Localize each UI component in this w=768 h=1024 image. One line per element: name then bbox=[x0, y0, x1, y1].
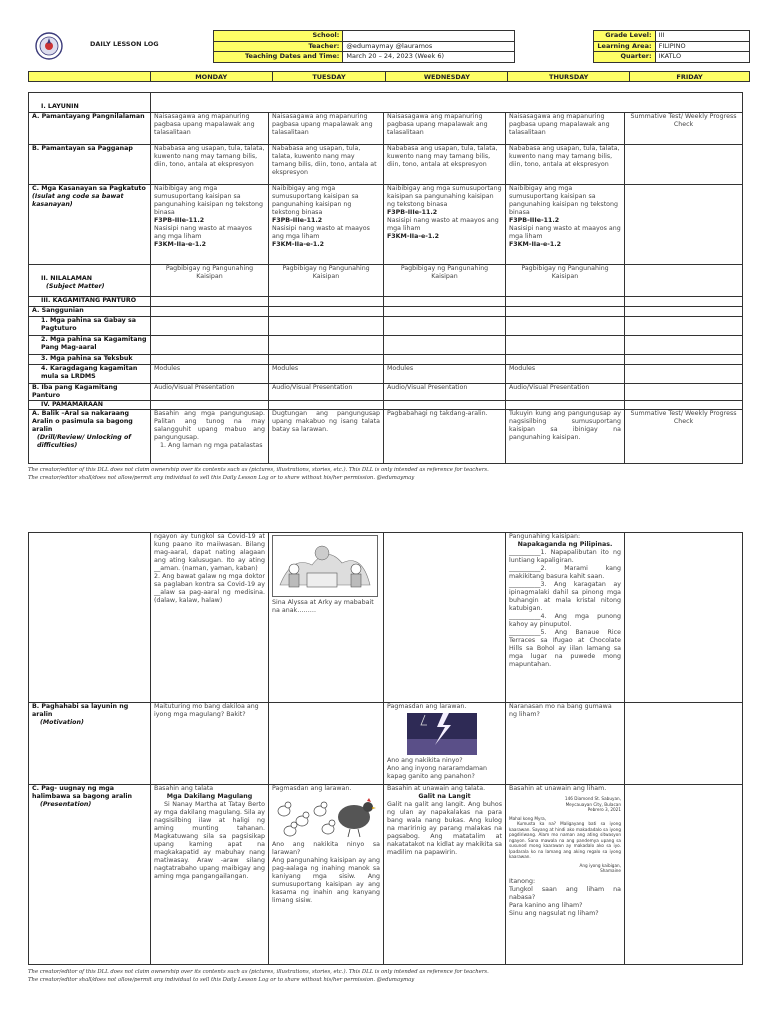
letter-addr1: 146 Diamond St. Sabuyan, bbox=[564, 796, 621, 801]
pres-tue-body2: Ang pangunahing kaisipan ay ang pag-aalaga ng inahing manok sa kaniyang mga sisiw. Ang sumusuportang kaisipan ay ang kasama ng inahin ang kanyang limang sisiw. bbox=[272, 857, 380, 904]
c-code2: F3KM-IIa-e-1.2 bbox=[154, 241, 207, 248]
cell-r4-tue: Modules bbox=[269, 365, 384, 384]
balik-mon-item: 1. Ang laman ng mga patalastas bbox=[160, 442, 263, 449]
cell-r4-mon: Modules bbox=[151, 365, 269, 384]
c-code2: F3KM-IIa-e-1.2 bbox=[509, 241, 562, 248]
footer-line2: The creator/editor shall/does not allow/permit any individual to sell this Daily Lesson Log or to share without his/her permission. @edumaymay bbox=[28, 977, 415, 983]
row-label-motivation bbox=[29, 703, 151, 785]
c-text2: Nasisipi nang wasto at maayos ang mga liham bbox=[387, 217, 499, 232]
motivation-sub: (Motivation) bbox=[40, 719, 84, 726]
row-label-r5: B. Iba pang Kagamitang Panturo bbox=[29, 384, 151, 401]
cell-mot-wed bbox=[384, 703, 506, 785]
cont-fri bbox=[625, 533, 743, 703]
days-header bbox=[28, 71, 750, 82]
presentation-sub: (Presentation) bbox=[40, 801, 92, 808]
pres-mon-body: Si Nanay Martha at Tatay Berto ay mga dakilang magulang. Sila ay nagsisilbing ilaw at haligi ng aming munting tahanan. Magkatuwang sila sa pagsisikap upang kaming apat na magkakapatid ay mabuhay nang matiwasay. Araw -araw silang nagtatrabaho upang maibigay ang aming mga pangangailangan. bbox=[154, 801, 265, 880]
cell-nil-wed: Pagbibigay ng Pangunahing Kaisipan bbox=[384, 265, 506, 297]
c-text1: Naibibigay ang mga sumusuportang kaisipan sa pangunahing kaisipan ng tekstong binasa bbox=[154, 185, 264, 216]
letter-greeting: Mahal kong Myra, bbox=[509, 815, 547, 821]
teacher-value: @edumaymay @lauramos bbox=[343, 41, 515, 52]
cell-balik-tue: Dugtungan ang pangungusap upang makabuo ng isang talata batay sa larawan. bbox=[269, 410, 384, 464]
dates-value: March 20 – 24, 2023 (Week 6) bbox=[343, 52, 515, 63]
footer-line1: The creator/editor of this DLL does not claim ownership over its contents such as (pictures, illustrations, stories, etc.). This DLL is only intended as reference for teachers. bbox=[28, 969, 489, 975]
c-text1: Naibibigay ang mga sumusuportang kaisipan sa pangunahing kaisipan ng tekstong binasa bbox=[272, 185, 359, 216]
quarter-label: Quarter: bbox=[594, 52, 655, 63]
deped-seal-icon bbox=[34, 32, 64, 60]
day-wednesday: WEDNESDAY bbox=[386, 72, 508, 82]
motivation-text: B. Paghahabi sa layunin ng aralin bbox=[32, 703, 129, 718]
cell-mot-tue bbox=[269, 703, 384, 785]
cell-r5-mon: Audio/Visual Presentation bbox=[151, 384, 269, 401]
area-value: FILIPINO bbox=[655, 41, 749, 52]
quarter-value: IKATLO bbox=[655, 52, 749, 63]
row-label-r4: 4. Karagdagang kagamitan mula sa LRDMS bbox=[29, 365, 151, 384]
cell-a-fri: Summative Test/ Weekly Progress Check bbox=[625, 113, 743, 145]
cell-balik-thu: Tukuyin kung ang pangungusap ay nagsisilbing sumusuportang kaisipan sa ibinigay na pangunahing kaisipan. bbox=[506, 410, 625, 464]
pres-wed-title: Galit na Langit bbox=[418, 793, 471, 800]
footer-page2 bbox=[28, 968, 489, 984]
cont-tue bbox=[269, 533, 384, 703]
balik-sub: (Drill/Review/ Unlocking of difficulties) bbox=[37, 434, 132, 449]
school-label: School: bbox=[214, 31, 343, 42]
footer-line2: The creator/editor shall/does not allow/permit any individual to sell this Daily Lesson Log or to share without his/her permission. @edumaymay bbox=[28, 475, 415, 481]
cell-nil-fri bbox=[625, 265, 743, 297]
dates-label: Teaching Dates and Time: bbox=[214, 52, 343, 63]
cell-c-wed bbox=[384, 185, 506, 265]
thu-item-3: __________3. Ang karagatan ay ipinagmalaki dahil sa pinong mga buhangin at mala kristal nitong katubigan. bbox=[509, 581, 621, 612]
lesson-grid-page2 bbox=[28, 532, 743, 965]
cell-a-mon: Naisasagawa ang mapanuring pagbasa upang mapalawak ang talasalitaan bbox=[151, 113, 269, 145]
day-monday: MONDAY bbox=[150, 72, 272, 82]
c-text2: Nasisipi nang wasto at maayos ang mga liham bbox=[272, 225, 370, 240]
row-label-balik bbox=[29, 410, 151, 464]
cell-pres-fri bbox=[625, 785, 743, 965]
cont-wed bbox=[384, 533, 506, 703]
nilalaman-text: II. NILALAMAN bbox=[41, 275, 93, 282]
cont-thu-head: Pangunahing kaisipan: bbox=[509, 533, 581, 540]
grade-label: Grade Level: bbox=[594, 31, 655, 42]
cont-mon-1: ngayon ay tungkol sa Covid-19 at kung paano ito maiiwasan. Bilang mag-aaral, dapat nating alagaan ang ating kalusugan. Ito ay ating __aman. (naman, yaman, kaban) bbox=[154, 533, 265, 572]
cell-c-thu bbox=[506, 185, 625, 265]
area-label: Learning Area: bbox=[594, 41, 655, 52]
cont-label bbox=[29, 533, 151, 703]
row-label-c-sub: (Isulat ang code sa bawat kasanayan) bbox=[32, 193, 124, 208]
sample-letter bbox=[509, 796, 621, 874]
hen-chicks-illustration-icon bbox=[272, 795, 380, 839]
footer-page1 bbox=[28, 466, 489, 482]
cont-thu-title: Napakaganda ng Pilipinas. bbox=[517, 541, 613, 548]
presentation-text: C. Pag- uugnay ng mga halimbawa sa bagong aralin bbox=[32, 785, 132, 800]
balik-text: A. Balik –Aral sa nakaraang Aralin o pasimula sa bagong aralin bbox=[32, 410, 133, 433]
cell-b-mon: Nababasa ang usapan, tula, talata, kuwento nang may tamang bilis, diin, tono, antala at ekspresyon bbox=[151, 145, 269, 185]
cell-balik-mon bbox=[151, 410, 269, 464]
grade-value: III bbox=[655, 31, 749, 42]
row-label-a: A. Pamantayang Pangnilalaman bbox=[29, 113, 151, 145]
c-code2: F3KM-IIa-e-1.2 bbox=[387, 233, 440, 240]
cell-pres-thu bbox=[506, 785, 625, 965]
thu-item-4: __________4. Ang mga punong kahoy ay pinuputol. bbox=[509, 613, 621, 628]
pres-tue-body1: Ano ang nakikita ninyo sa larawan? bbox=[272, 841, 380, 856]
c-text2: Nasisipi nang wasto at maayos ang mga liham bbox=[154, 225, 252, 240]
c-code1: F3PB-IIIe-11.2 bbox=[154, 217, 205, 224]
cell-mot-mon: Maituturing mo bang dakiloa ang iyong mga magulang? Bakit? bbox=[151, 703, 269, 785]
nilalaman-sub: (Subject Matter) bbox=[46, 283, 105, 290]
blank-row bbox=[29, 93, 151, 103]
days-corner bbox=[29, 72, 151, 82]
mot-wed-top: Pagmasdan ang larawan. bbox=[387, 703, 467, 710]
cell-nil-thu: Pagbibigay ng Pangunahing Kaisipan bbox=[506, 265, 625, 297]
school-value bbox=[343, 31, 515, 42]
day-friday: FRIDAY bbox=[630, 72, 750, 82]
cell-r4-wed: Modules bbox=[384, 365, 506, 384]
spacer bbox=[515, 31, 594, 42]
thu-q-head: Itanong: bbox=[509, 877, 536, 885]
pres-tue-head: Pagmasdan ang larawan. bbox=[272, 785, 352, 792]
thu-q3: Sinu ang nagsulat ng liham? bbox=[509, 909, 599, 917]
cell-c-tue bbox=[269, 185, 384, 265]
header-info-table bbox=[213, 30, 750, 63]
balik-mon-text: Basahin ang mga pangungusap. Palitan ang tunog na may salangguhit upang mabuo ang pangungusap. bbox=[154, 410, 265, 441]
row-label-kagamitan: III. KAGAMITANG PANTURO bbox=[29, 297, 151, 307]
letter-close: Ang iyong kaibigan, bbox=[579, 862, 621, 868]
c-code2: F3KM-IIa-e-1.2 bbox=[272, 241, 325, 248]
c-code1: F3PB-IIIe-11.2 bbox=[387, 209, 438, 216]
layunin-heading: I. LAYUNIN bbox=[29, 103, 151, 113]
pres-mon-title: Mga Dakilang Magulang bbox=[166, 793, 253, 800]
letter-date: Pebrero 3, 2021 bbox=[587, 807, 621, 812]
c-text1: Naibibigay ang mga sumusuportang kaisipan sa pangunahing kaisipan ng tekstong binasa bbox=[509, 185, 619, 216]
thu-item-1: __________1. Napapalibutan ito ng luntiang kapaligiran. bbox=[509, 549, 621, 564]
cell-balik-fri: Summative Test/ Weekly Progress Check bbox=[625, 410, 743, 464]
cell-r5-tue: Audio/Visual Presentation bbox=[269, 384, 384, 401]
spacer bbox=[515, 52, 594, 63]
cell-b-wed: Nababasa ang usapan, tula, talata, kuwento nang may tamang bilis, diin, tono, antala at ekspresyon bbox=[384, 145, 506, 185]
cell-b-fri bbox=[625, 145, 743, 185]
blank-row bbox=[151, 93, 743, 103]
row-label-presentation bbox=[29, 785, 151, 965]
row-label-pamamaraan: IV. PAMAMARAAN bbox=[29, 401, 151, 410]
lesson-grid-page1 bbox=[28, 92, 743, 464]
thu-item-2: __________2. Marami kang makikitang basura kahit saan. bbox=[509, 565, 621, 580]
thu-q2: Para kanino ang liham? bbox=[509, 901, 583, 909]
letter-signature: Shamaine bbox=[600, 868, 621, 873]
cell-c-fri bbox=[625, 185, 743, 265]
layunin-blank bbox=[151, 103, 743, 113]
letter-body: Kumusta ka na? Maligayang bati sa iyong kaarawan. Sayang at hindi ako makadadalo sa iyong pagdiriwang. Alam mo naman ang ating sitwasyon ngayon. Sana mawala na ang pandemya upang sa susunod mong kaarawan ay makadalo ako sa iyo. Ipadarala ko na lamang ang aking regalo sa iyong kaarawan. bbox=[509, 821, 621, 859]
thu-q1: Tungkol saan ang liham na nabasa? bbox=[509, 885, 621, 901]
pres-thu-head: Basahin at unawain ang liham. bbox=[509, 785, 607, 792]
pres-mon-head: Basahin ang talata bbox=[154, 785, 214, 792]
dll-title: DAILY LESSON LOG bbox=[90, 40, 159, 48]
c-code1: F3PB-IIIe-11.2 bbox=[272, 217, 323, 224]
letter-addr2: Meycauayan City, Bulacan bbox=[565, 801, 621, 807]
cell-nil-tue: Pagbibigay ng Pangunahing Kaisipan bbox=[269, 265, 384, 297]
cell-r5-thu: Audio/Visual Presentation bbox=[506, 384, 625, 401]
cell-pres-tue bbox=[269, 785, 384, 965]
mot-wed-q2: Ano ang inyong nararamdaman kapag ganito ang panahon? bbox=[387, 765, 488, 780]
lightning-storm-icon bbox=[407, 713, 477, 755]
cell-pres-mon bbox=[151, 785, 269, 965]
cont-mon bbox=[151, 533, 269, 703]
row-label-r3: 3. Mga pahina sa Teksbuk bbox=[29, 355, 151, 365]
cell-b-tue: Nababasa ang usapan, tula, talata, kuwento nang may tamang bilis, diin, tono, antala at ekspresyon bbox=[269, 145, 384, 185]
cont-tue-text: Sina Alyssa at Arky ay mababait na anak……… bbox=[272, 599, 374, 614]
row-label-sanggunian: A. Sanggunian bbox=[29, 307, 151, 317]
row-label-c bbox=[29, 185, 151, 265]
cell-pres-wed bbox=[384, 785, 506, 965]
c-text1: Naibibigay ang mga sumusuportang kaisipan sa pangunahing kaisipan ng tekstong binasa bbox=[387, 185, 502, 208]
mot-wed-q1: Ano ang nakikita ninyo? bbox=[387, 757, 463, 764]
footer-line1: The creator/editor of this DLL does not claim ownership over its contents such as (pictures, illustrations, stories, etc.). This DLL is only intended as reference for teachers. bbox=[28, 467, 489, 473]
cont-thu bbox=[506, 533, 625, 703]
teacher-label: Teacher: bbox=[214, 41, 343, 52]
cell-nil-mon: Pagbibigay ng Pangunahing Kaisipan bbox=[151, 265, 269, 297]
c-code1: F3PB-IIIe-11.2 bbox=[509, 217, 560, 224]
family-illustration-icon bbox=[272, 535, 378, 597]
cell-balik-wed: Pagbabahagi ng takdang-aralin. bbox=[384, 410, 506, 464]
spacer bbox=[515, 41, 594, 52]
cell-mot-fri bbox=[625, 703, 743, 785]
cell-r4-thu: Modules bbox=[506, 365, 625, 384]
day-tuesday: TUESDAY bbox=[272, 72, 386, 82]
pres-wed-head: Basahin at unawain ang talata. bbox=[387, 785, 486, 792]
c-text2: Nasisipi nang wasto at maayos ang mga liham bbox=[509, 225, 621, 240]
cell-a-tue: Naisasagawa ang mapanuring pagbasa upang mapalawak ang talasalitaan bbox=[269, 113, 384, 145]
cell-c-mon bbox=[151, 185, 269, 265]
cell-b-thu: Nababasa ang usapan, tula, talata, kuwento nang may tamang bilis, diin, tono, antala at ekspresyon bbox=[506, 145, 625, 185]
row-label-c-text: C. Mga Kasanayan sa Pagkatuto bbox=[32, 185, 146, 192]
cell-r5-wed: Audio/Visual Presentation bbox=[384, 384, 506, 401]
row-label-nilalaman bbox=[29, 265, 151, 297]
cell-a-wed: Naisasagawa ang mapanuring pagbasa upang mapalawak ang talasalitaan bbox=[384, 113, 506, 145]
cell-a-thu: Naisasagawa ang mapanuring pagbasa upang mapalawak ang talasalitaan bbox=[506, 113, 625, 145]
day-thursday: THURSDAY bbox=[508, 72, 630, 82]
cell-mot-thu: Naranasan mo na bang gumawa ng liham? bbox=[506, 703, 625, 785]
thu-item-5: __________5. Ang Banaue Rice Terraces sa Ifugao at Chocolate Hills sa Bohol ay iilan lamang sa mga lugar na puwede mong mapuntahan. bbox=[509, 629, 621, 668]
header bbox=[28, 30, 750, 62]
row-label-r1: 1. Mga pahina sa Gabay sa Pagtuturo bbox=[29, 317, 151, 336]
row-label-r2: 2. Mga pahina sa Kagamitang Pang Mag-aaral bbox=[29, 336, 151, 355]
pres-wed-body: Galit na galit ang langit. Ang buhos ng ulan ay napakalakas na para bang wala nang bukas. Ang kulog na maririnig ay parang malakas na pagsabog. Ang matatalim at nakatatakot na kidlat ay makikita sa madilim na papawirin. bbox=[387, 801, 502, 856]
cont-mon-2: 2. Ang bawat galaw ng mga doktor sa paglaban kontra sa Covid-19 ay __alaw sa pag-aaral ng medisina. (dalaw, kalaw, halaw) bbox=[154, 573, 265, 604]
row-label-b: B. Pamantayan sa Pagganap bbox=[29, 145, 151, 185]
